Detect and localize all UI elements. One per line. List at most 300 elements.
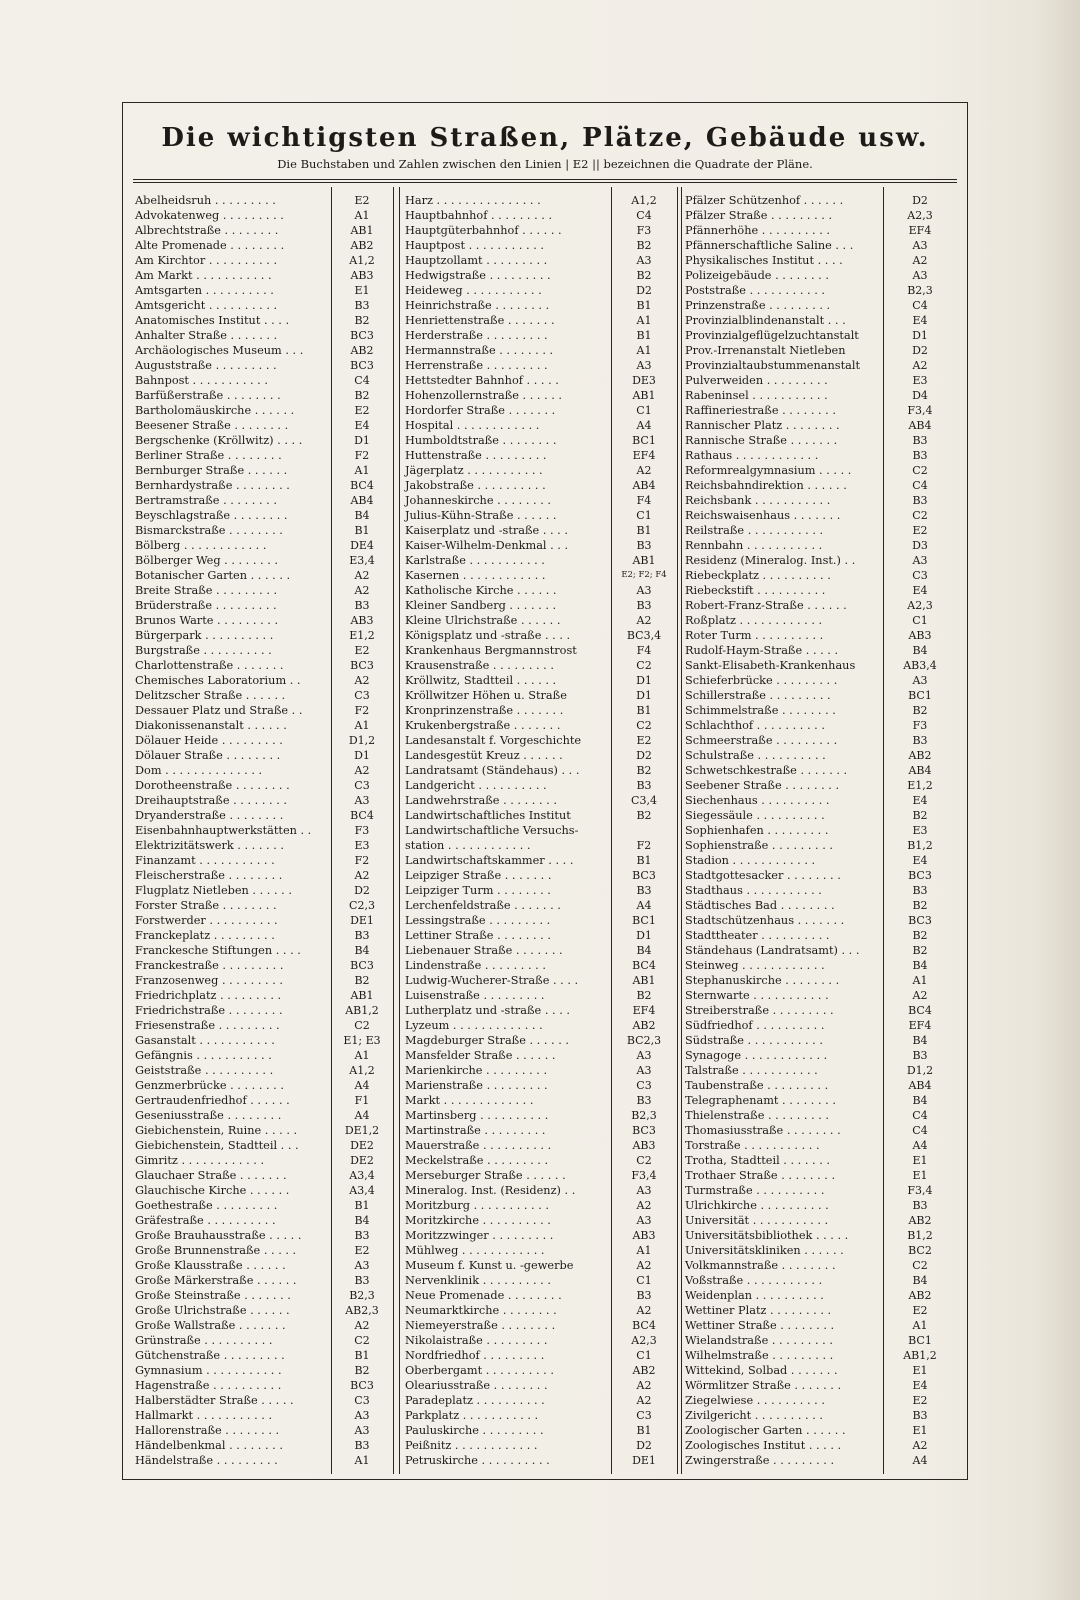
index-entry — [133, 328, 393, 343]
entry-name: Burgstraße . . . . . . . . . . — [135, 644, 272, 657]
entry-name: Franckeplatz . . . . . . . . . — [135, 929, 275, 942]
entry-name: Raffineriestraße . . . . . . . . — [685, 404, 836, 417]
index-entry — [133, 1213, 393, 1228]
entry-name: Rannische Straße . . . . . . . — [685, 434, 838, 447]
entry-name: Thomasiusstraße . . . . . . . . — [685, 1124, 841, 1137]
entry-grid-square: B2 — [912, 809, 928, 822]
entry-name: Wielandstraße . . . . . . . . . — [685, 1334, 833, 1347]
index-entry — [403, 238, 677, 253]
entry-name: Kröllwitzer Höhen u. Straße — [405, 689, 567, 702]
index-entry — [683, 343, 957, 358]
index-entry — [133, 1123, 393, 1138]
entry-name: Ziegelwiese . . . . . . . . . . — [685, 1394, 825, 1407]
entry-name: Hallorenstraße . . . . . . . . — [135, 1424, 280, 1437]
index-entry — [133, 748, 393, 763]
entry-name: Ständehaus (Landratsamt) . . . — [685, 944, 860, 957]
entry-grid-square: F2 — [354, 854, 370, 867]
entry-name: Forster Straße . . . . . . . . — [135, 899, 277, 912]
index-entry — [403, 1033, 677, 1048]
entry-name: Gasanstalt . . . . . . . . . . . — [135, 1034, 275, 1047]
entry-name: Glauchische Kirche . . . . . . — [135, 1184, 290, 1197]
entry-grid-square: D1,2 — [348, 734, 376, 747]
entry-grid-square: A2,3 — [631, 1334, 657, 1347]
index-entry — [683, 1228, 957, 1243]
entry-name: Physikalisches Institut . . . . — [685, 254, 843, 267]
entry-name: Wettiner Platz . . . . . . . . . — [685, 1304, 832, 1317]
index-column-2 — [403, 193, 677, 1468]
entry-name: Mineralog. Inst. (Residenz) . . — [405, 1184, 576, 1197]
index-entry — [683, 1048, 957, 1063]
index-entry — [403, 868, 677, 883]
entry-grid-square: BC3 — [632, 869, 656, 882]
entry-grid-square: AB3 — [350, 269, 374, 282]
entry-name: Mühlweg . . . . . . . . . . . . — [405, 1244, 545, 1257]
index-entry — [133, 463, 393, 478]
index-entry — [133, 718, 393, 733]
index-entry — [133, 613, 393, 628]
index-entry — [133, 553, 393, 568]
entry-grid-square: D2 — [636, 749, 652, 762]
entry-grid-square: A3 — [354, 1409, 370, 1422]
entry-name: Niemeyerstraße . . . . . . . . — [405, 1319, 556, 1332]
entry-name: Trotha, Stadtteil . . . . . . . — [685, 1154, 830, 1167]
entry-name: Charlottenstraße . . . . . . . — [135, 659, 284, 672]
entry-grid-square: B3 — [636, 539, 652, 552]
index-entry — [133, 358, 393, 373]
entry-name: Kronprinzenstraße . . . . . . . — [405, 704, 564, 717]
entry-name: Roßplatz . . . . . . . . . . . . — [685, 614, 823, 627]
entry-grid-square: AB2 — [908, 749, 932, 762]
entry-grid-square: DE1,2 — [344, 1124, 380, 1137]
index-entry — [403, 1273, 677, 1288]
entry-grid-square: C3 — [912, 569, 928, 582]
index-entry — [403, 883, 677, 898]
index-entry — [403, 433, 677, 448]
entry-grid-square: F1 — [354, 1094, 370, 1107]
entry-grid-square: F3 — [354, 824, 370, 837]
entry-name: Hohenzollernstraße . . . . . . — [405, 389, 563, 402]
index-entry — [403, 988, 677, 1003]
index-entry — [683, 928, 957, 943]
entry-name: Taubenstraße . . . . . . . . . — [685, 1079, 829, 1092]
entry-name: Talstraße . . . . . . . . . . . — [685, 1064, 818, 1077]
entry-name: Katholische Kirche . . . . . . — [405, 584, 557, 597]
entry-grid-square: B3 — [912, 1049, 928, 1062]
entry-grid-square: B2 — [912, 944, 928, 957]
entry-grid-square: B2 — [912, 899, 928, 912]
entry-name: Herderstraße . . . . . . . . . — [405, 329, 548, 342]
entry-name: Auguststraße . . . . . . . . . — [135, 359, 277, 372]
entry-name: Dölauer Straße . . . . . . . . — [135, 749, 281, 762]
entry-name: Zwingerstraße . . . . . . . . . — [685, 1454, 835, 1467]
entry-name: Hospital . . . . . . . . . . . . — [405, 419, 540, 432]
entry-name: Landratsamt (Ständehaus) . . . — [405, 764, 580, 777]
index-entry — [683, 1078, 957, 1093]
entry-grid-square: A1 — [912, 974, 928, 987]
index-entry — [683, 1348, 957, 1363]
index-entry — [133, 403, 393, 418]
entry-grid-square: D2 — [912, 344, 928, 357]
entry-name: Giebichenstein, Stadtteil . . . — [135, 1139, 299, 1152]
entry-name: Amtsgericht . . . . . . . . . . — [135, 299, 278, 312]
entry-name: Lettiner Straße . . . . . . . . — [405, 929, 551, 942]
entry-grid-square: C3 — [354, 1394, 370, 1407]
entry-grid-square: E1 — [912, 1169, 928, 1182]
entry-grid-square: A2 — [912, 359, 928, 372]
index-entry — [133, 1423, 393, 1438]
entry-grid-square: E1 — [912, 1364, 928, 1377]
entry-name: Geiststraße . . . . . . . . . . — [135, 1064, 274, 1077]
entry-grid-square: D4 — [912, 389, 928, 402]
entry-name: Huttenstraße . . . . . . . . . — [405, 449, 547, 462]
entry-grid-square: F3 — [912, 719, 928, 732]
entry-name: Bölberg . . . . . . . . . . . . — [135, 539, 267, 552]
index-entry — [683, 1063, 957, 1078]
index-entry — [683, 1393, 957, 1408]
index-entry — [403, 1423, 677, 1438]
index-entry — [133, 808, 393, 823]
index-entry — [403, 1153, 677, 1168]
entry-name: Große Steinstraße . . . . . . . — [135, 1289, 291, 1302]
entry-grid-square: D3 — [912, 539, 928, 552]
entry-name: Finanzamt . . . . . . . . . . . — [135, 854, 275, 867]
index-entry — [403, 508, 677, 523]
entry-name: Hauptgüterbahnhof . . . . . . — [405, 224, 562, 237]
index-entry — [403, 658, 677, 673]
entry-grid-square: D1,2 — [906, 1064, 934, 1077]
entry-name: Hauptbahnhof . . . . . . . . . — [405, 209, 553, 222]
entry-name: Bismarckstraße . . . . . . . . — [135, 524, 283, 537]
entry-name: Pulverweiden . . . . . . . . . — [685, 374, 828, 387]
entry-name: Brunos Warte . . . . . . . . . — [135, 614, 279, 627]
index-entry — [403, 1123, 677, 1138]
entry-grid-square: E1; E3 — [343, 1034, 381, 1047]
entry-grid-square: B3 — [912, 434, 928, 447]
entry-grid-square: DE4 — [350, 539, 374, 552]
entry-grid-square: AB2 — [908, 1214, 932, 1227]
entry-name: Landwehrstraße . . . . . . . . — [405, 794, 557, 807]
entry-name: Königsplatz und -straße . . . . — [405, 629, 571, 642]
entry-grid-square: A1 — [354, 1049, 370, 1062]
entry-name: Siegessäule . . . . . . . . . . — [685, 809, 825, 822]
entry-name: Streiberstraße . . . . . . . . . — [685, 1004, 834, 1017]
index-entry — [133, 1303, 393, 1318]
index-entry — [403, 313, 677, 328]
index-entry — [133, 823, 393, 838]
entry-name: Hordorfer Straße . . . . . . . — [405, 404, 556, 417]
entry-grid-square: C2 — [636, 719, 652, 732]
index-entry — [133, 1168, 393, 1183]
entry-grid-square: A4 — [636, 419, 652, 432]
entry-grid-square: B3 — [912, 884, 928, 897]
entry-name: Weidenplan . . . . . . . . . . — [685, 1289, 824, 1302]
entry-name: Giebichenstein, Ruine . . . . . — [135, 1124, 298, 1137]
index-entry — [683, 298, 957, 313]
index-entry — [683, 223, 957, 238]
index-entry — [683, 958, 957, 973]
entry-name: Delitzscher Straße . . . . . . — [135, 689, 286, 702]
entry-grid-square: D1 — [636, 929, 652, 942]
index-entry — [133, 778, 393, 793]
entry-name: Rannischer Platz . . . . . . . . — [685, 419, 840, 432]
entry-grid-square: C3,4 — [631, 794, 657, 807]
entry-grid-square: BC1 — [632, 434, 656, 447]
entry-name: Dessauer Platz und Straße . . — [135, 704, 303, 717]
index-entry — [133, 1378, 393, 1393]
entry-name: Bölberger Weg . . . . . . . . — [135, 554, 279, 567]
entry-grid-square: AB4 — [908, 419, 932, 432]
entry-name: Gimritz . . . . . . . . . . . . — [135, 1154, 265, 1167]
entry-name: Lyzeum . . . . . . . . . . . . . — [405, 1019, 543, 1032]
entry-grid-square: A4 — [354, 1079, 370, 1092]
entry-name: Leipziger Straße . . . . . . . — [405, 869, 552, 882]
entry-grid-square: AB1 — [632, 554, 656, 567]
index-entry — [133, 268, 393, 283]
entry-name: Hagenstraße . . . . . . . . . . — [135, 1379, 282, 1392]
index-entry — [403, 418, 677, 433]
entry-name: Grünstraße . . . . . . . . . . — [135, 1334, 273, 1347]
column-rule — [677, 187, 678, 1474]
entry-grid-square: B2,3 — [349, 1289, 375, 1302]
entry-grid-square: A4 — [912, 1139, 928, 1152]
entry-name: Eisenbahnhauptwerkstätten . . — [135, 824, 312, 837]
index-entry — [133, 898, 393, 913]
index-entry — [683, 193, 957, 208]
entry-grid-square: E1,2 — [907, 779, 933, 792]
index-entry — [133, 1033, 393, 1048]
entry-grid-square: DE2 — [350, 1139, 374, 1152]
index-entry — [683, 1303, 957, 1318]
entry-grid-square: A3 — [636, 584, 652, 597]
entry-name: Mansfelder Straße . . . . . . — [405, 1049, 556, 1062]
entry-grid-square: AB3 — [632, 1139, 656, 1152]
entry-name: Oleariusstraße . . . . . . . . — [405, 1379, 548, 1392]
index-entry — [133, 1063, 393, 1078]
entry-grid-square: D2 — [912, 194, 928, 207]
entry-name: Moritzburg . . . . . . . . . . . — [405, 1199, 550, 1212]
entry-name: Sternwarte . . . . . . . . . . . — [685, 989, 829, 1002]
index-entry — [403, 943, 677, 958]
entry-grid-square: BC3 — [350, 329, 374, 342]
entry-grid-square: B2 — [354, 314, 370, 327]
entry-grid-square: A2 — [636, 1394, 652, 1407]
entry-name: Landgericht . . . . . . . . . . — [405, 779, 547, 792]
index-entry — [403, 628, 677, 643]
index-entry — [683, 373, 957, 388]
entry-grid-square: AB2 — [632, 1019, 656, 1032]
index-entry — [683, 613, 957, 628]
entry-name: Landwirtschaftskammer . . . . — [405, 854, 574, 867]
index-entry — [403, 448, 677, 463]
entry-name: Große Brunnenstraße . . . . . — [135, 1244, 297, 1257]
entry-name: Oberbergamt . . . . . . . . . . — [405, 1364, 554, 1377]
index-entry — [683, 1333, 957, 1348]
entry-name: Städtisches Bad . . . . . . . . — [685, 899, 835, 912]
entry-grid-square: A1 — [354, 1454, 370, 1467]
index-entry — [403, 253, 677, 268]
entry-grid-square: DE3 — [632, 374, 656, 387]
entry-name: Schieferbrücke . . . . . . . . . — [685, 674, 838, 687]
entry-name: Bernhardystraße . . . . . . . . — [135, 479, 290, 492]
index-entry — [683, 1033, 957, 1048]
entry-grid-square: E1 — [912, 1424, 928, 1437]
index-entry — [403, 928, 677, 943]
entry-name: Südstraße . . . . . . . . . . . — [685, 1034, 823, 1047]
index-entry — [133, 1003, 393, 1018]
index-entry — [133, 1138, 393, 1153]
index-entry — [683, 238, 957, 253]
index-entry — [683, 1438, 957, 1453]
entry-grid-square: F3,4 — [907, 1184, 933, 1197]
entry-grid-square: AB3,4 — [903, 659, 937, 672]
entry-grid-square: D1 — [354, 434, 370, 447]
entry-grid-square: E2 — [912, 1394, 928, 1407]
entry-grid-square: DE1 — [632, 1454, 656, 1467]
entry-grid-square: BC2,3 — [626, 1034, 662, 1047]
index-entry — [683, 433, 957, 448]
index-entry — [133, 1318, 393, 1333]
entry-name: Bernburger Straße . . . . . . — [135, 464, 288, 477]
entry-grid-square: EF4 — [632, 449, 656, 462]
index-entry — [683, 688, 957, 703]
index-entry — [683, 988, 957, 1003]
index-entry — [133, 523, 393, 538]
index-entry — [683, 493, 957, 508]
entry-grid-square: A3,4 — [349, 1169, 375, 1182]
entry-name: Universitätskliniken . . . . . . — [685, 1244, 844, 1257]
index-entry — [403, 778, 677, 793]
entry-grid-square: A2 — [912, 989, 928, 1002]
entry-grid-square: B1 — [354, 1349, 370, 1362]
entry-name: Pfälzer Schützenhof . . . . . . — [685, 194, 844, 207]
entry-name: Abelheidsruh . . . . . . . . . — [135, 194, 276, 207]
index-entry — [403, 553, 677, 568]
entry-name: Stadtschützenhaus . . . . . . . — [685, 914, 845, 927]
entry-grid-square: A3 — [912, 554, 928, 567]
entry-name: Henriettenstraße . . . . . . . — [405, 314, 555, 327]
entry-name: Stephanuskirche . . . . . . . . — [685, 974, 840, 987]
index-entry — [133, 703, 393, 718]
index-entry — [683, 1003, 957, 1018]
index-entry — [133, 508, 393, 523]
entry-name: Kasernen . . . . . . . . . . . . — [405, 569, 546, 582]
entry-grid-square: BC1 — [908, 1334, 932, 1347]
entry-grid-square: B4 — [354, 944, 370, 957]
entry-grid-square: C4 — [912, 479, 928, 492]
entry-name: Steinweg . . . . . . . . . . . . — [685, 959, 825, 972]
entry-name: Wilhelmstraße . . . . . . . . . — [685, 1349, 834, 1362]
entry-name: Ludwig-Wucherer-Straße . . . . — [405, 974, 579, 987]
entry-name: Schwetschkestraße . . . . . . . — [685, 764, 848, 777]
index-entry — [133, 583, 393, 598]
entry-grid-square: DE2 — [350, 1154, 374, 1167]
entry-grid-square: E3 — [912, 374, 928, 387]
entry-name: Schulstraße . . . . . . . . . . — [685, 749, 826, 762]
index-entry — [403, 193, 677, 208]
index-entry — [683, 1243, 957, 1258]
index-entry — [403, 298, 677, 313]
entry-grid-square: B3 — [354, 599, 370, 612]
entry-name: Breite Straße . . . . . . . . . — [135, 584, 278, 597]
entry-name: Thielenstraße . . . . . . . . . — [685, 1109, 830, 1122]
entry-name: Wettiner Straße . . . . . . . . — [685, 1319, 835, 1332]
index-entry — [683, 793, 957, 808]
index-entry — [683, 583, 957, 598]
index-entry — [403, 1003, 677, 1018]
entry-grid-square: A2 — [354, 1319, 370, 1332]
index-entry — [133, 733, 393, 748]
entry-grid-square: BC3 — [350, 1379, 374, 1392]
entry-grid-square: B1,2 — [907, 839, 933, 852]
entry-grid-square: C4 — [354, 374, 370, 387]
index-entry — [403, 823, 677, 838]
entry-grid-square: A2 — [354, 869, 370, 882]
entry-name: Riebeckstift . . . . . . . . . . — [685, 584, 826, 597]
entry-grid-square: C2 — [912, 1259, 928, 1272]
entry-name: Heinrichstraße . . . . . . . . — [405, 299, 550, 312]
entry-grid-square: E2; F2; F4 — [621, 570, 667, 580]
entry-grid-square: F3 — [636, 224, 652, 237]
entry-grid-square: A1,2 — [349, 1064, 375, 1077]
index-entry — [683, 733, 957, 748]
entry-grid-square: A3 — [354, 1424, 370, 1437]
index-entry — [403, 208, 677, 223]
entry-grid-square: E2 — [354, 404, 370, 417]
entry-name: Dölauer Heide . . . . . . . . . — [135, 734, 283, 747]
entry-grid-square: B1 — [636, 854, 652, 867]
index-entry — [403, 1348, 677, 1363]
index-entry — [133, 1438, 393, 1453]
entry-grid-square: F4 — [636, 644, 652, 657]
entry-name: Marienstraße . . . . . . . . . — [405, 1079, 548, 1092]
index-entry — [133, 253, 393, 268]
entry-grid-square: EF4 — [908, 1019, 932, 1032]
entry-grid-square: E2 — [354, 644, 370, 657]
entry-name: Barfüßerstraße . . . . . . . . — [135, 389, 281, 402]
index-entry — [403, 673, 677, 688]
entry-name: Landesgestüt Kreuz . . . . . . — [405, 749, 563, 762]
index-entry — [403, 493, 677, 508]
entry-name: Martinstraße . . . . . . . . . — [405, 1124, 546, 1137]
index-entry — [683, 1138, 957, 1153]
entry-grid-square: AB1,2 — [903, 1349, 937, 1362]
entry-grid-square: F2 — [354, 449, 370, 462]
entry-grid-square: BC3 — [350, 959, 374, 972]
entry-name: Prinzenstraße . . . . . . . . . — [685, 299, 831, 312]
index-entry — [133, 1243, 393, 1258]
entry-name: Diakonissenanstalt . . . . . . — [135, 719, 287, 732]
entry-grid-square: E2 — [354, 194, 370, 207]
index-entry — [683, 628, 957, 643]
index-entry — [133, 868, 393, 883]
entry-grid-square: F3,4 — [907, 404, 933, 417]
index-entry — [133, 283, 393, 298]
index-entry — [683, 868, 957, 883]
index-entry — [683, 1288, 957, 1303]
entry-grid-square: BC1 — [908, 689, 932, 702]
entry-name: Lutherplatz und -straße . . . . — [405, 1004, 570, 1017]
entry-name: Leipziger Turm . . . . . . . . — [405, 884, 551, 897]
entry-name: Ulrichkirche . . . . . . . . . . — [685, 1199, 829, 1212]
index-entry — [403, 958, 677, 973]
entry-name: Reichsbank . . . . . . . . . . . — [685, 494, 831, 507]
entry-grid-square: D2 — [354, 884, 370, 897]
entry-name: Reilstraße . . . . . . . . . . . — [685, 524, 824, 537]
entry-grid-square: AB3 — [350, 614, 374, 627]
entry-grid-square: B1 — [636, 1424, 652, 1437]
index-entry — [133, 493, 393, 508]
entry-name: Sophienstraße . . . . . . . . . — [685, 839, 833, 852]
